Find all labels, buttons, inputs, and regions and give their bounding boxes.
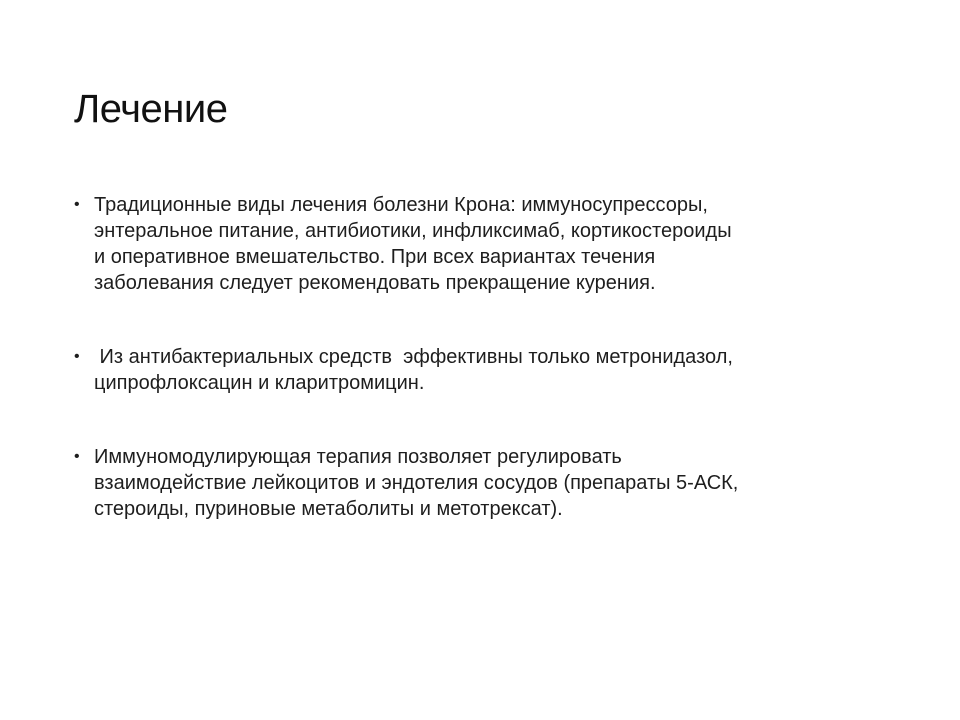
bullet-item-treatment-types — [72, 192, 902, 296]
bullet-line: Из антибактериальных средств эффективны только метронидазол, — [94, 346, 733, 368]
bullet-icon: • — [74, 196, 80, 213]
bullet-icon: • — [74, 448, 80, 465]
bullet-line: Традиционные виды лечения болезни Крона: иммуносупрессоры, — [94, 194, 708, 216]
bullet-line: Иммуномодулирующая терапия позволяет регулировать — [94, 446, 622, 468]
bullet-line: и оперативное вмешательство. При всех вариантах течения — [94, 246, 656, 268]
bullet-list — [72, 192, 902, 522]
bullet-item-antibacterial — [72, 344, 902, 396]
slide-title: Лечение — [74, 87, 228, 131]
bullet-line: ципрофлоксацин и кларитромицин. — [94, 372, 425, 394]
bullet-line: стероиды, пуриновые метаболиты и метотрексат). — [94, 498, 563, 520]
bullet-line: энтеральное питание, антибиотики, инфликсимаб, кортикостероиды — [94, 220, 732, 242]
bullet-item-immunomodulating — [72, 444, 902, 522]
bullet-line: заболевания следует рекомендовать прекращение курения. — [94, 272, 656, 294]
bullet-line: взаимодействие лейкоцитов и эндотелия сосудов (препараты 5-АСК, — [94, 472, 739, 494]
bullet-icon: • — [74, 348, 80, 365]
